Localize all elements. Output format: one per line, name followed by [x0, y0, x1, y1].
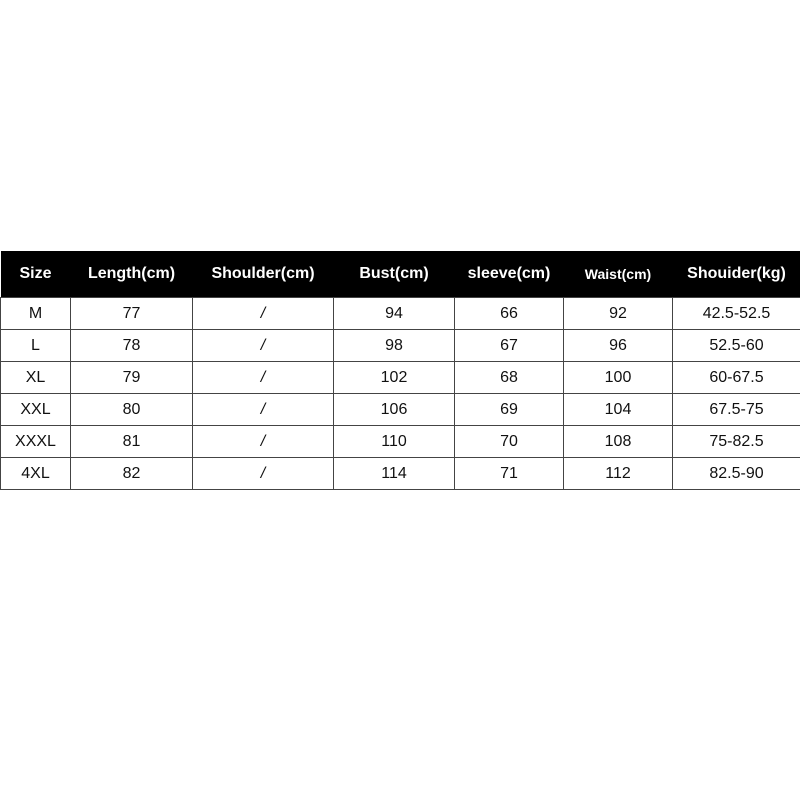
cell-size: 4XL — [1, 458, 71, 490]
cell-bust: 98 — [334, 330, 455, 362]
cell-bust: 102 — [334, 362, 455, 394]
table-row — [1, 298, 800, 330]
cell-waist: 92 — [564, 298, 673, 330]
cell-sleeve: 70 — [455, 426, 564, 458]
cell-bust: 114 — [334, 458, 455, 490]
cell-length: 81 — [71, 426, 193, 458]
cell-size: XXL — [1, 394, 71, 426]
table-row — [1, 394, 800, 426]
size-chart-body — [1, 298, 800, 490]
header-length: Length(cm) — [71, 251, 193, 298]
cell-sleeve: 68 — [455, 362, 564, 394]
cell-weight: 42.5-52.5 — [673, 298, 800, 330]
cell-size: L — [1, 330, 71, 362]
cell-size: XL — [1, 362, 71, 394]
cell-waist: 108 — [564, 426, 673, 458]
table-row — [1, 362, 800, 394]
table-row — [1, 426, 800, 458]
cell-shoulder: / — [193, 458, 334, 490]
size-chart-header — [1, 251, 800, 298]
cell-shoulder: / — [193, 426, 334, 458]
table-row — [1, 330, 800, 362]
cell-waist: 96 — [564, 330, 673, 362]
cell-bust: 94 — [334, 298, 455, 330]
cell-sleeve: 67 — [455, 330, 564, 362]
cell-length: 77 — [71, 298, 193, 330]
header-waist: Waist(cm) — [564, 251, 673, 298]
cell-weight: 75-82.5 — [673, 426, 800, 458]
cell-length: 80 — [71, 394, 193, 426]
table-row — [1, 458, 800, 490]
cell-weight: 67.5-75 — [673, 394, 800, 426]
cell-sleeve: 71 — [455, 458, 564, 490]
cell-waist: 104 — [564, 394, 673, 426]
size-chart-table — [0, 251, 800, 490]
header-sleeve: sleeve(cm) — [455, 251, 564, 298]
cell-weight: 82.5-90 — [673, 458, 800, 490]
cell-size: XXXL — [1, 426, 71, 458]
cell-length: 82 — [71, 458, 193, 490]
cell-sleeve: 69 — [455, 394, 564, 426]
cell-shoulder: / — [193, 298, 334, 330]
cell-length: 79 — [71, 362, 193, 394]
cell-bust: 110 — [334, 426, 455, 458]
cell-size: M — [1, 298, 71, 330]
cell-shoulder: / — [193, 330, 334, 362]
cell-sleeve: 66 — [455, 298, 564, 330]
cell-waist: 100 — [564, 362, 673, 394]
header-bust: Bust(cm) — [334, 251, 455, 298]
header-size: Size — [1, 251, 71, 298]
cell-weight: 60-67.5 — [673, 362, 800, 394]
header-shoulder: Shoulder(cm) — [193, 251, 334, 298]
cell-shoulder: / — [193, 362, 334, 394]
header-weight: Shouider(kg) — [673, 251, 800, 298]
cell-shoulder: / — [193, 394, 334, 426]
cell-length: 78 — [71, 330, 193, 362]
header-row — [1, 251, 800, 298]
cell-bust: 106 — [334, 394, 455, 426]
cell-weight: 52.5-60 — [673, 330, 800, 362]
cell-waist: 112 — [564, 458, 673, 490]
